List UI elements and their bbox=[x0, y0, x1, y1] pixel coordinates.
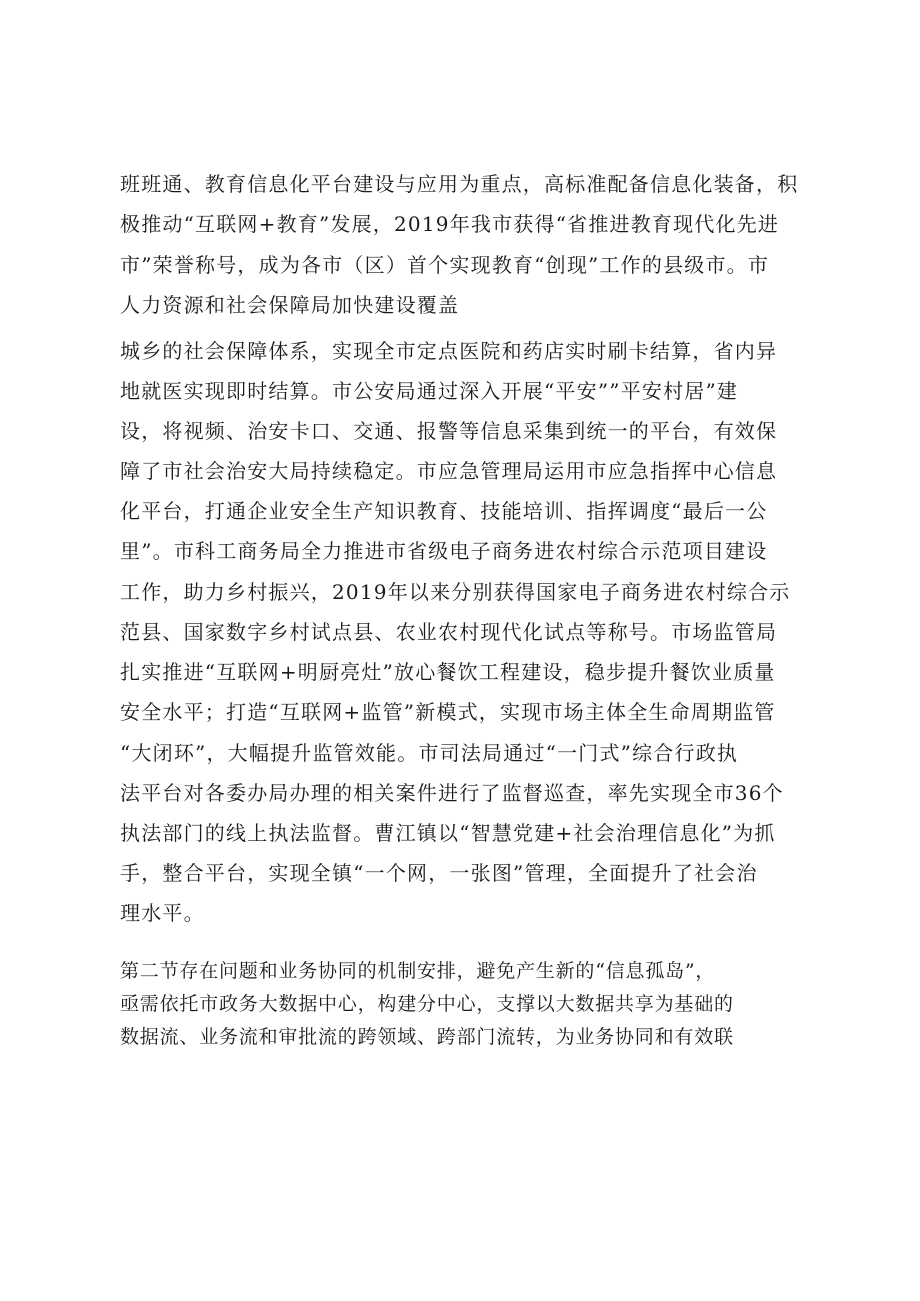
text-line: 安全水平；打造“互联网+监管”新模式，实现市场主体全生命周期监管 bbox=[120, 700, 776, 724]
text-line: 人力资源和社会保障局加快建设覆盖 bbox=[120, 293, 460, 317]
text-line: 扎实推进“互联网+明厨亮灶”放心餐饮工程建设，稳步提升餐饮业质量 bbox=[120, 660, 776, 684]
text-line: 亟需依托市政务大数据中心，构建分中心，支撑以大数据共享为基础的 bbox=[120, 993, 734, 1015]
text-line: 城乡的社会保障体系，实现全市定点医院和药店实时刷卡结算，省内异 bbox=[120, 339, 778, 363]
text-line: 执法部门的线上执法监督。曹江镇以“智慧党建+社会治理信息化”为抓 bbox=[120, 821, 776, 845]
text-line: 范县、国家数字乡村试点县、农业农村现代化试点等称号。市场监管局 bbox=[120, 620, 778, 644]
text-line: 障了市社会治安大局持续稳定。市应急管理局运用市应急指挥中心信息 bbox=[120, 459, 778, 483]
text-line: 第二节存在问题和业务协同的机制安排，避免产生新的“信息孤岛”， bbox=[120, 960, 716, 982]
text-line: 市”荣誉称号，成为各市（区）首个实现教育“创现”工作的县级市。市 bbox=[120, 253, 770, 277]
text-line: 手，整合平台，实现全镇“一个网，一张图”管理，全面提升了社会治 bbox=[120, 861, 758, 885]
text-line: “大闭环”，大幅提升监管效能。市司法局通过“一门式”综合行政执 bbox=[120, 741, 739, 765]
text-line: 法平台对各委办局办理的相关案件进行了监督巡查，率先实现全市36个 bbox=[120, 781, 784, 805]
text-line: 里”。市科工商务局全力推进市省级电子商务进农村综合示范项目建设 bbox=[120, 539, 768, 563]
text-line: 数据流、业务流和审批流的跨领域、跨部门流转，为业务协同和有效联 bbox=[120, 1026, 734, 1048]
text-line: 理水平。 bbox=[120, 901, 205, 925]
text-line: 化平台，打通企业安全生产知识教育、技能培训、指挥调度“最后一公 bbox=[120, 499, 768, 523]
text-line: 班班通、教育信息化平台建设与应用为重点，高标准配备信息化装备，积 bbox=[120, 172, 799, 196]
text-line: 设，将视频、治安卡口、交通、报警等信息采集到统一的平台，有效保 bbox=[120, 419, 778, 443]
text-line: 地就医实现即时结算。市公安局通过深入开展“平安””平安村居”建 bbox=[120, 379, 739, 403]
text-line: 极推动“互联网+教育”发展，2019年我市获得“省推进教育现代化先进 bbox=[120, 212, 780, 236]
text-line: 工作，助力乡村振兴，2019年以来分别获得国家电子商务进农村综合示 bbox=[120, 580, 791, 604]
